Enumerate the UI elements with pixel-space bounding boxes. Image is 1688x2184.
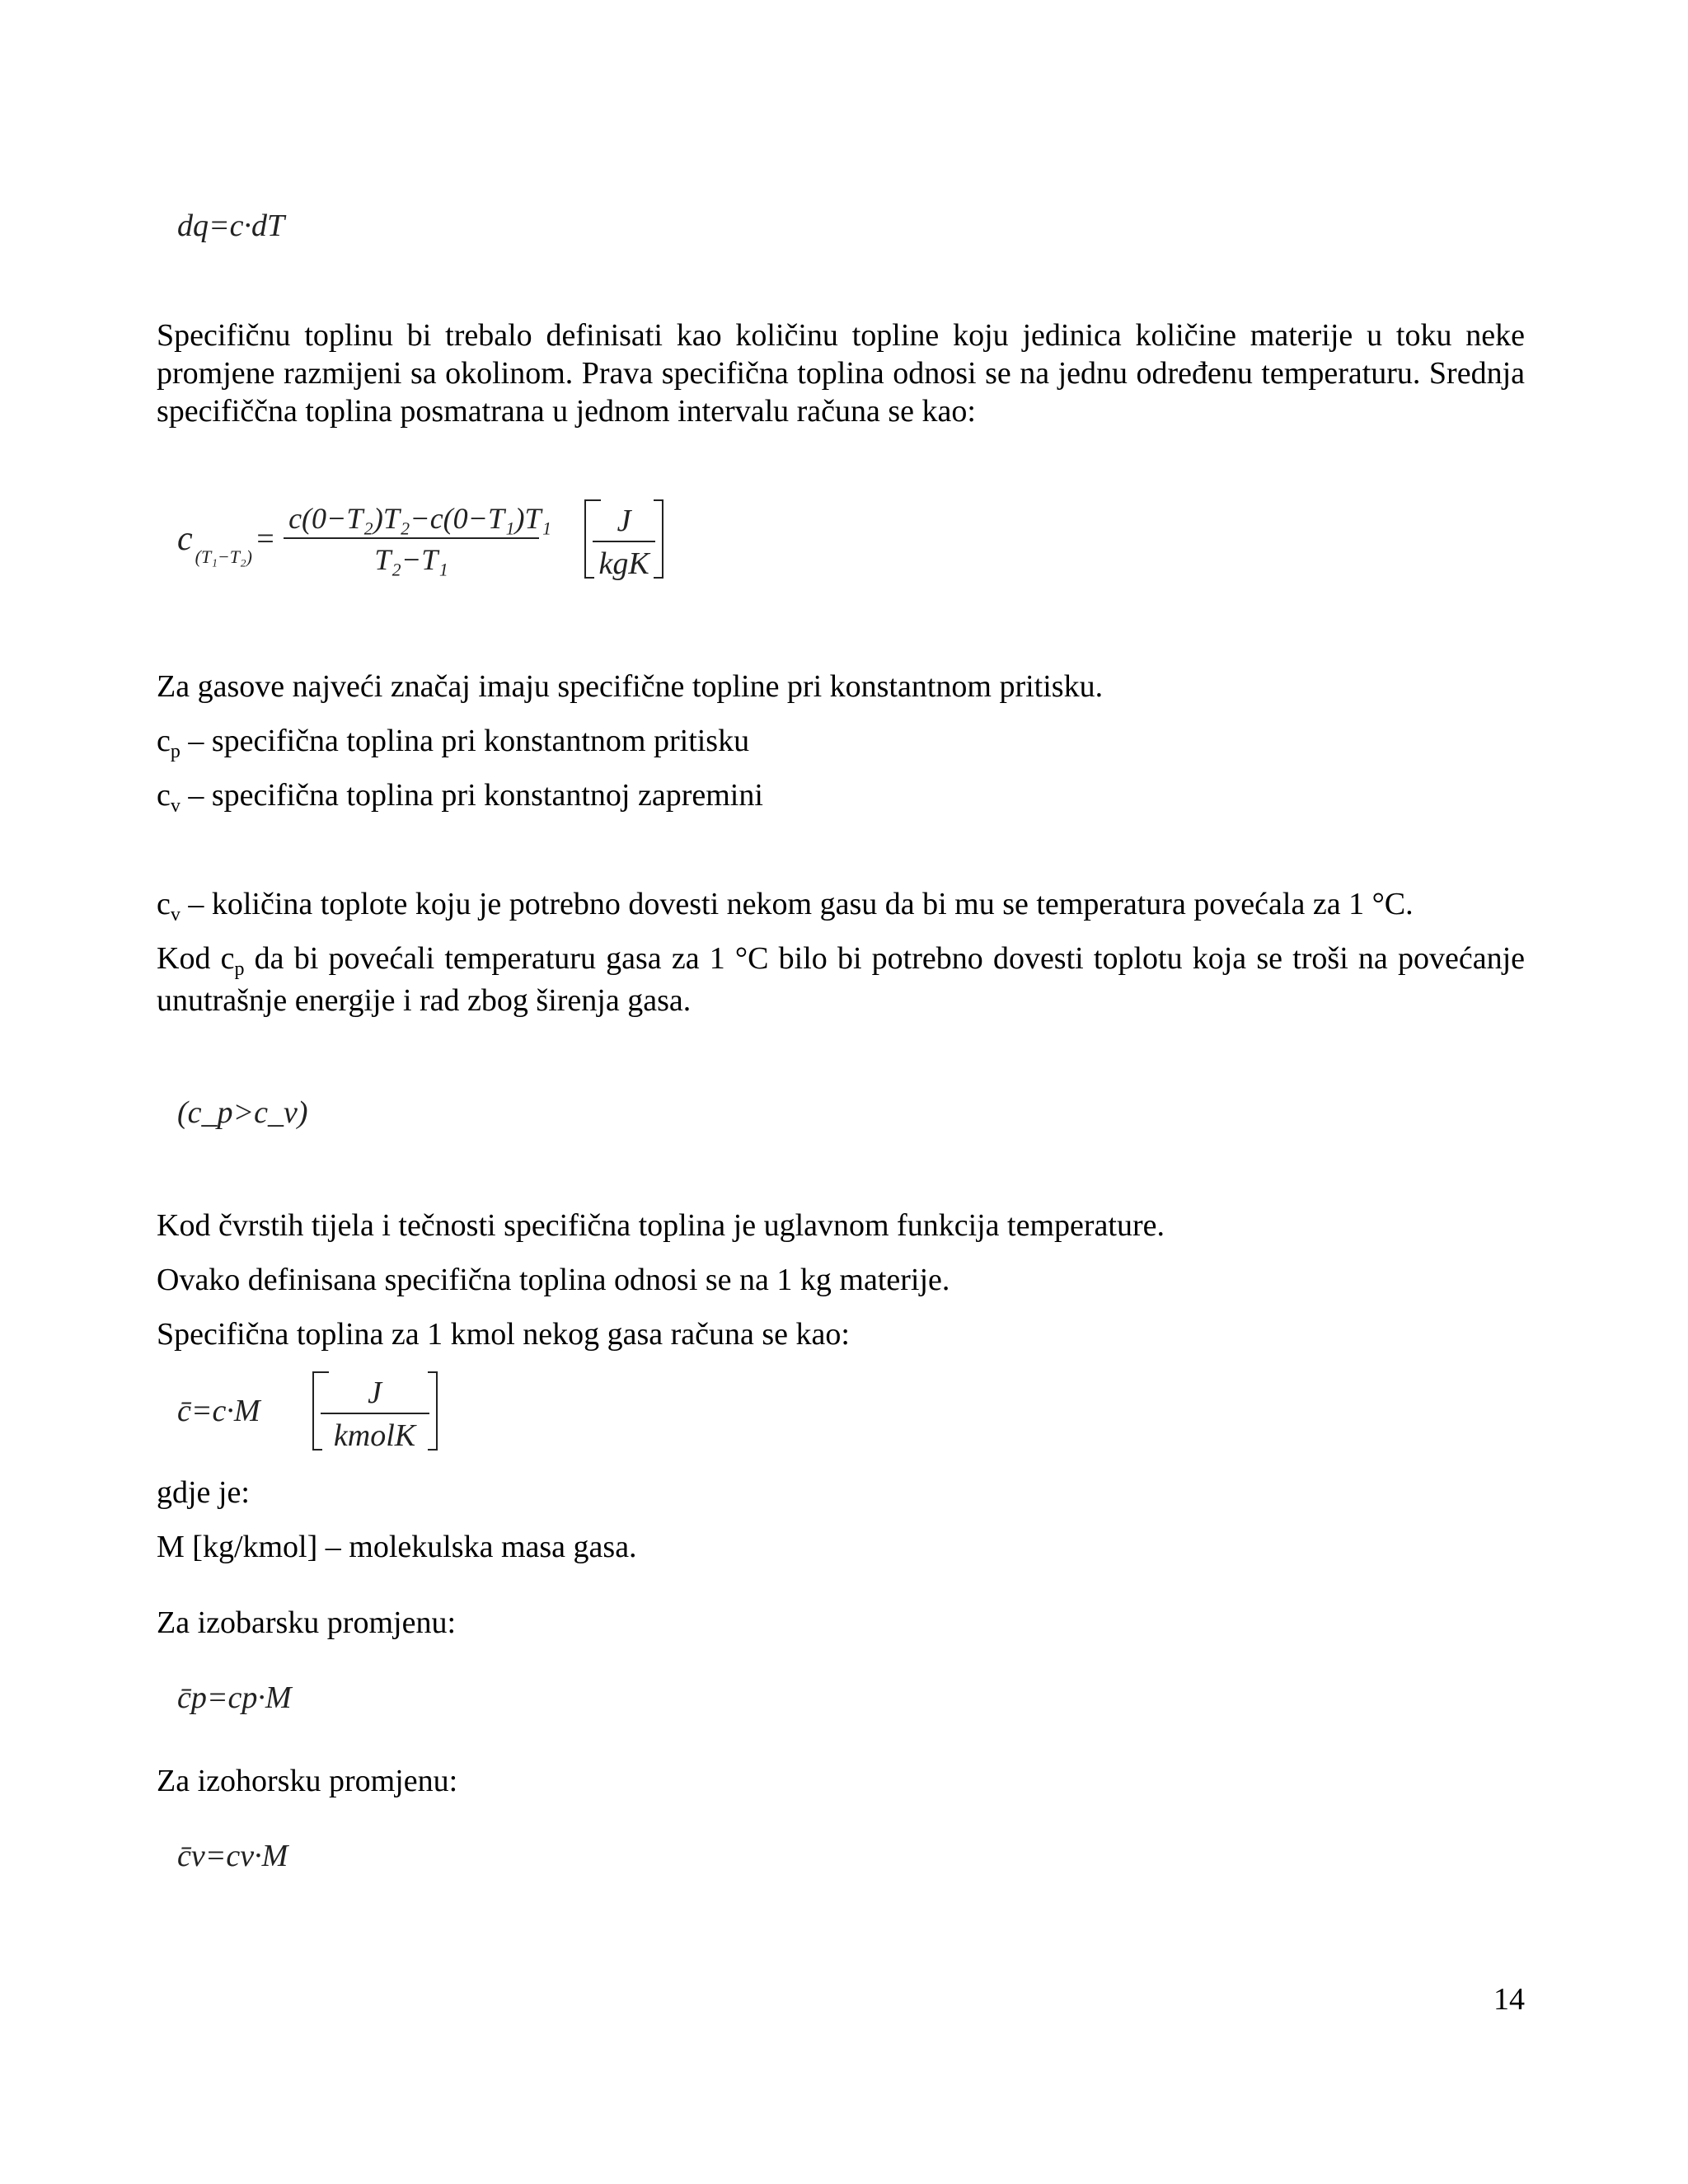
cv-subscript-2: v [170,904,181,926]
unit-fraction-molar [321,1375,429,1454]
formula-lhs: c [177,520,193,558]
paragraph-cv-explanation [157,885,1525,927]
cv-explanation-text: – količina toplote koju je potrebno dovesti nekom gasu da bi mu se temperatura povećala za 1 °C. [180,887,1414,921]
paragraph-where: gdje je: [157,1475,250,1510]
unit-bracket [584,499,663,579]
cv-symbol-2: c [157,887,171,921]
paragraph-specific-heat-definition: Specifičnu toplinu bi trebalo definisati kao količinu topline koju jedinica količine materije u toku neke promjene razmijeni sa okolinom. Prava specifična toplina odnosi se na jednu određenu temperaturu. Srednja specifiččna toplina posmatrana u jednom intervalu računa se kao: [157,318,1525,429]
paragraph-gases: Za gasove najveći značaj imaju specifične topline pri konstantnom pritisku. [157,669,1104,704]
cp-explanation-start: Kod c [157,941,235,976]
formula-denominator: T₂−T₁ [374,543,448,576]
formula-isochoric: c̄v=cv·M [177,1839,288,1873]
paragraph-cp-definition [157,722,1525,764]
paragraph-isobaric: Za izobarsku promjenu: [157,1605,457,1640]
cp-symbol: c [157,724,171,758]
cp-text: – specifična toplina pri konstantnom pritisku [180,724,750,758]
cv-text: – specifična toplina pri konstantnoj zapremini [180,778,763,813]
paragraph-isochoric: Za izohorsku promjenu: [157,1764,458,1798]
unit-numerator-molar: J [321,1375,429,1414]
unit-fraction [593,503,655,582]
formula-isobaric: c̄p=cp·M [177,1680,292,1715]
formula-molar-lhs: c̄=c·M [177,1394,260,1428]
unit-numerator: J [593,503,655,542]
formula-lhs-subscript: (T₁−T₂) [195,546,252,567]
paragraph-cv-definition [157,776,1525,818]
cv-subscript: v [170,795,181,817]
formula-equals: = [254,522,276,556]
unit-denominator: kgK [598,546,649,581]
formula-mean-specific-heat [177,499,663,579]
cp-subscript-2: p [234,958,245,980]
cv-symbol: c [157,778,171,813]
paragraph-molar-mass: M [kg/kmol] – molekulska masa gasa. [157,1530,637,1564]
formula-numerator: c(0−T₂)T₂−c(0−T₁)T₁ [284,501,539,539]
formula-fraction [284,501,552,577]
unit-denominator-molar: kmolK [333,1418,416,1453]
formula-dq: dq=c·dT [177,209,285,243]
cp-subscript: p [170,741,181,762]
paragraph-per-kmol: Specifična toplina za 1 kmol nekog gasa računa se kao: [157,1317,850,1352]
paragraph-cp-explanation [157,940,1525,1019]
page-number: 14 [1493,1982,1525,2017]
formula-molar-specific-heat [177,1371,438,1451]
cp-explanation-text: da bi povećali temperaturu gasa za 1 °C bilo bi potrebno dovesti toplotu koja se troši na povećanje unutrašnje energije i rad zbog širenja gasa. [157,941,1526,1018]
unit-bracket-molar [312,1371,438,1451]
paragraph-per-kg: Ovako definisana specifična toplina odnosi se na 1 kg materije. [157,1263,950,1297]
formula-cp-greater-cv: (c_p>c_v) [177,1095,308,1130]
paragraph-solids-liquids: Kod čvrstih tijela i tečnosti specifična toplina je uglavnom funkcija temperature. [157,1208,1165,1243]
